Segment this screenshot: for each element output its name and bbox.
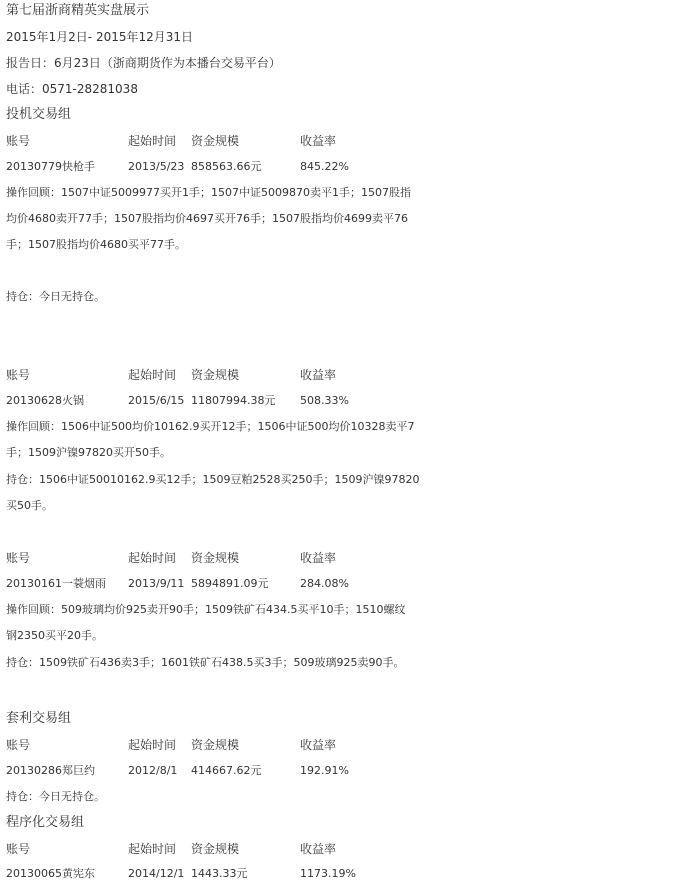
position-line: 持仓：1509铁矿石436卖3手；1601铁矿石438.5买3手；509玻璃925卖90手。 (6, 656, 405, 669)
account-start-time: 2013/9/11 (128, 577, 185, 590)
column-capital: 资金规模 (191, 368, 240, 382)
account-start-time: 2012/8/1 (128, 764, 178, 777)
account-row (0, 576, 674, 594)
column-start-time: 起始时间 (128, 842, 177, 856)
account-return-rate: 192.91% (300, 764, 349, 777)
operation-review-line: 手；1509沪镍97820买开50手。 (6, 446, 171, 459)
group-title-arbitrage: 套利交易组 (6, 711, 72, 726)
account-name: 20130065黄宪东 (6, 867, 95, 880)
operation-review-line: 操作回顾：1507中证5009977买开1手；1507中证5009870卖平1手；1507股指 (6, 186, 411, 199)
account-return-rate: 508.33% (300, 394, 349, 407)
column-return-rate: 收益率 (300, 842, 337, 856)
account-return-rate: 284.08% (300, 577, 349, 590)
account-return-rate: 845.22% (300, 160, 349, 173)
column-start-time: 起始时间 (128, 368, 177, 382)
column-capital: 资金规模 (191, 738, 240, 752)
account-name: 20130779快枪手 (6, 160, 95, 173)
account-name: 20130286郑巨约 (6, 764, 95, 777)
page-title: 第七届浙商精英实盘展示 (6, 3, 150, 18)
account-row (0, 393, 674, 411)
phone-number: 电话：0571-28281038 (6, 82, 138, 96)
account-row (0, 159, 674, 177)
account-start-time: 2013/5/23 (128, 160, 185, 173)
account-capital: 5894891.09元 (191, 577, 269, 590)
report-date: 报告日：6月23日（浙商期货作为本播台交易平台） (6, 56, 281, 70)
position-line: 买50手。 (6, 499, 53, 512)
group-title-programmatic: 程序化交易组 (6, 815, 85, 830)
operation-review-line: 均价4680卖开77手；1507股指均价4697买开76手；1507股指均价4699卖平76 (6, 212, 408, 225)
column-account: 账号 (6, 842, 31, 856)
column-return-rate: 收益率 (300, 551, 337, 565)
column-start-time: 起始时间 (128, 738, 177, 752)
column-start-time: 起始时间 (128, 134, 177, 148)
column-account: 账号 (6, 134, 31, 148)
column-return-rate: 收益率 (300, 134, 337, 148)
column-return-rate: 收益率 (300, 368, 337, 382)
account-start-time: 2015/6/15 (128, 394, 185, 407)
table-header-row (0, 133, 674, 151)
column-capital: 资金规模 (191, 842, 240, 856)
column-capital: 资金规模 (191, 551, 240, 565)
account-capital: 1443.33元 (191, 867, 248, 880)
position-line: 持仓：今日无持仓。 (6, 290, 105, 303)
operation-review-line: 操作回顾：509玻璃均价925卖开90手；1509铁矿石434.5买平10手；1510螺纹 (6, 603, 406, 616)
account-row (0, 763, 674, 781)
table-header-row (0, 737, 674, 755)
account-capital: 11807994.38元 (191, 394, 276, 407)
account-name: 20130161一蓑烟雨 (6, 577, 106, 590)
position-line: 持仓：今日无持仓。 (6, 790, 105, 803)
account-row (0, 866, 674, 884)
operation-review-line: 操作回顾：1506中证500均价10162.9买开12手；1506中证500均价10328卖平7 (6, 420, 415, 433)
operation-review-line: 钢2350买平20手。 (6, 629, 103, 642)
account-return-rate: 1173.19% (300, 867, 356, 880)
account-capital: 414667.62元 (191, 764, 262, 777)
table-header-row (0, 550, 674, 568)
group-title-speculative: 投机交易组 (6, 107, 72, 122)
account-name: 20130628火锅 (6, 394, 84, 407)
operation-review-line: 手；1507股指均价4680买平77手。 (6, 238, 186, 251)
account-start-time: 2014/12/1 (128, 867, 185, 880)
column-return-rate: 收益率 (300, 738, 337, 752)
column-capital: 资金规模 (191, 134, 240, 148)
date-range: 2015年1月2日- 2015年12月31日 (6, 30, 194, 44)
column-start-time: 起始时间 (128, 551, 177, 565)
table-header-row (0, 367, 674, 385)
account-capital: 858563.66元 (191, 160, 262, 173)
column-account: 账号 (6, 738, 31, 752)
column-account: 账号 (6, 551, 31, 565)
position-line: 持仓：1506中证50010162.9买12手；1509豆粕2528买250手；1509沪镍97820 (6, 473, 420, 486)
column-account: 账号 (6, 368, 31, 382)
table-header-row (0, 841, 674, 859)
